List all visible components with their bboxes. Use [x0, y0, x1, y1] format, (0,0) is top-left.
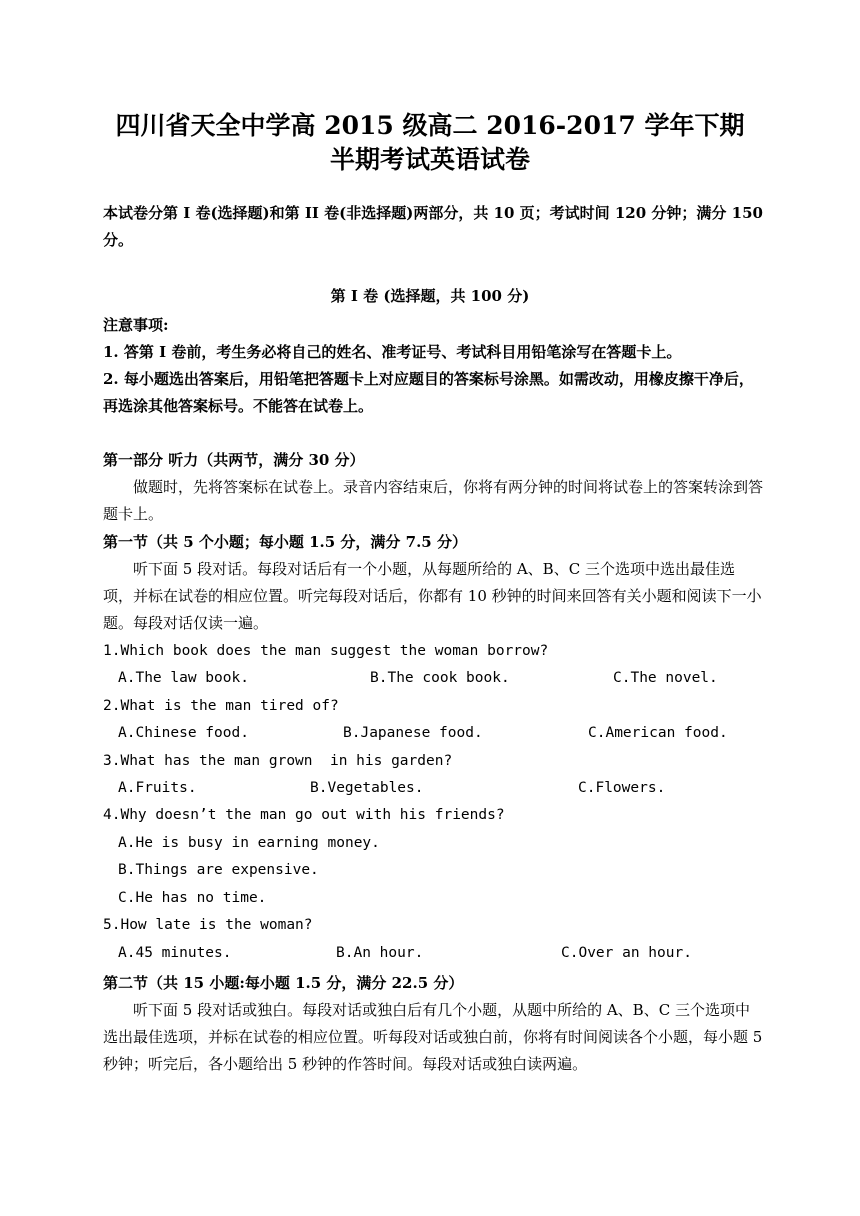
question-2-option-c: C.American food. — [588, 725, 728, 741]
volume-heading: 第 I 卷 (选择题，共 100 分) — [330, 287, 530, 305]
question-3-option-c: C.Flowers. — [578, 780, 666, 796]
notes-item-2: 2. 每小题选出答案后，用铅笔把答题卡上对应题目的答案标号涂黑。如需改动，用橡皮擦干净后，再选涂其他答案标号。不能答在试卷上。 — [103, 370, 754, 415]
question-5-option-b: B.An hour. — [336, 945, 424, 961]
question-4: 4.Why doesn’t the man go out with his friends? — [103, 807, 505, 823]
notes-heading: 注意事项: — [103, 316, 169, 334]
question-5-option-c: C.Over an hour. — [561, 945, 692, 961]
question-3-option-b: B.Vegetables. — [310, 780, 424, 796]
section2-instructions: 听下面 5 段对话或独白。每段对话或独白后有几个小题，从题中所给的 A、B、C 三个选项中选出最佳选项，并标在试卷的相应位置。听每段对话或独白前，你将有时间阅读各个小题，每小题 5 秒钟；听完后，各小题给出 5 秒钟的作答时间。每段对话或独白读两遍。 — [103, 1001, 763, 1073]
part1-instructions: 做题时，先将答案标在试卷上。录音内容结束后，你将有两分钟的时间将试卷上的答案转涂到答题卡上。 — [103, 478, 764, 523]
question-2-option-b: B.Japanese food. — [343, 725, 483, 741]
question-2-option-a: A.Chinese food. — [118, 725, 249, 741]
question-1-option-a: A.The law book. — [118, 670, 249, 686]
exam-title-line2: 半期考试英语试卷 — [329, 145, 530, 174]
notes-item-1: 1. 答第 I 卷前，考生务必将自己的姓名、准考证号、考试科目用铅笔涂写在答题卡上。 — [103, 343, 682, 361]
question-2: 2.What is the man tired of? — [103, 698, 339, 714]
part1-heading: 第一部分 听力（共两节，满分 30 分） — [103, 451, 365, 469]
question-3: 3.What has the man grown in his garden? — [103, 753, 453, 769]
exam-intro: 本试卷分第 I 卷(选择题)和第 II 卷(非选择题)两部分，共 10 页；考试时间 120 分钟；满分 150 分。 — [103, 204, 763, 249]
question-5: 5.How late is the woman? — [103, 917, 313, 933]
question-1-option-c: C.The novel. — [613, 670, 718, 686]
question-1: 1.Which book does the man suggest the woman borrow? — [103, 643, 549, 659]
question-5-option-a: A.45 minutes. — [118, 945, 232, 961]
section2-heading: 第二节（共 15 小题:每小题 1.5 分，满分 22.5 分） — [103, 974, 464, 992]
question-3-option-a: A.Fruits. — [118, 780, 197, 796]
exam-title-line1: 四川省天全中学高 2015 级高二 2016-2017 学年下期 — [115, 111, 745, 140]
section1-instructions: 听下面 5 段对话。每段对话后有一个小题，从每题所给的 A、B、C 三个选项中选出最佳选项，并标在试卷的相应位置。听完每段对话后，你都有 10 秒钟的时间来回答有关小题和阅读下一小题。每段对话仅读一遍。 — [103, 560, 762, 632]
question-4-option-b: B.Things are expensive. — [118, 862, 319, 878]
question-1-option-b: B.The cook book. — [370, 670, 510, 686]
section1-heading: 第一节（共 5 个小题；每小题 1.5 分，满分 7.5 分） — [103, 533, 467, 551]
question-4-option-a: A.He is busy in earning money. — [118, 835, 380, 851]
question-4-option-c: C.He has no time. — [118, 890, 267, 906]
